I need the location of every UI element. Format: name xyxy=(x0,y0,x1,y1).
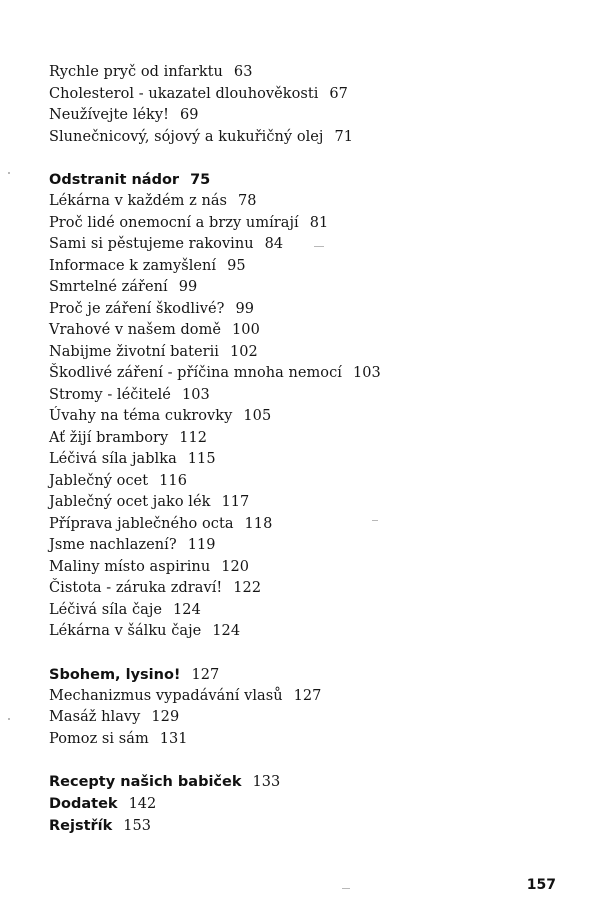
toc-entry xyxy=(49,277,569,299)
toc-entry-page: 84 xyxy=(264,236,284,252)
scan-speck xyxy=(314,246,324,247)
toc-entry xyxy=(49,600,569,622)
toc-entry-title: Proč lidé onemocní a brzy umírají xyxy=(49,214,299,231)
toc-entry-page: 99 xyxy=(178,279,198,295)
toc-entry xyxy=(49,707,569,729)
toc-entry-title: Mechanizmus vypadávání vlasů xyxy=(49,687,283,704)
toc-entry-title: Léčivá síla čaje xyxy=(49,601,163,618)
toc-entry-title: Škodlivé záření - příčina mnoha nemocí xyxy=(49,365,342,381)
toc-section-final xyxy=(49,771,569,837)
toc-chapter-heading xyxy=(49,793,569,815)
toc-section-sbohem-lysino xyxy=(49,664,569,751)
toc-entry-page: 95 xyxy=(227,257,246,274)
toc-entry xyxy=(49,213,569,235)
toc-chapter-title: Sbohem, lysino! xyxy=(49,666,181,683)
toc-entry-title: Pomoz si sám xyxy=(49,730,149,747)
toc-section-continued xyxy=(49,62,569,148)
toc-entry xyxy=(49,256,569,278)
toc-entry xyxy=(49,320,569,342)
toc-entry-page: 112 xyxy=(179,429,208,446)
toc-entry-page: 71 xyxy=(334,128,354,145)
toc-entry-page: 131 xyxy=(159,730,188,747)
toc-chapter-page: 133 xyxy=(252,774,281,790)
toc-entry-page: 105 xyxy=(243,408,272,424)
scan-speck xyxy=(372,520,378,521)
toc-chapter-page: 153 xyxy=(123,818,151,834)
toc-entry-page: 103 xyxy=(181,386,210,403)
toc-entry xyxy=(49,406,569,428)
toc-entry-title: Lékárna v každém z nás xyxy=(49,193,228,209)
toc-entry-page: 103 xyxy=(352,365,381,381)
toc-entry-page: 124 xyxy=(173,601,201,618)
toc-chapter-title: Recepty našich babiček xyxy=(49,774,242,790)
toc-chapter-heading xyxy=(49,815,569,837)
toc-entry-title: Neužívejte léky! xyxy=(49,107,169,123)
scan-speck xyxy=(8,718,10,720)
toc-entry xyxy=(49,191,569,213)
toc-chapter-page: 75 xyxy=(190,172,211,188)
toc-entry-page: 124 xyxy=(212,623,241,639)
toc-chapter-title: Dodatek xyxy=(49,796,118,812)
toc-chapter-title: Odstranit nádor xyxy=(49,172,180,188)
toc-section-odstranit-nador xyxy=(49,169,569,643)
toc-entry-title: Léčivá síla jablka xyxy=(49,451,177,467)
toc-entry-title: Sami si pěstujeme rakovinu xyxy=(49,236,254,252)
toc-entry xyxy=(49,514,569,536)
toc-entry-title: Vrahové v našem domě xyxy=(49,322,222,338)
toc-entry xyxy=(49,299,569,321)
toc-entry-page: 127 xyxy=(293,687,322,704)
toc-entry-page: 67 xyxy=(329,85,348,102)
toc-entry-title: Masáž hlavy xyxy=(49,709,141,725)
toc-chapter-page: 142 xyxy=(128,796,157,812)
toc-entry-page: 100 xyxy=(232,322,260,338)
toc-entry-page: 99 xyxy=(235,300,255,317)
toc-entry-title: Nabijme životní baterii xyxy=(49,343,219,360)
toc-entry-page: 119 xyxy=(187,537,216,553)
table-of-contents xyxy=(49,62,569,837)
toc-entry xyxy=(49,729,569,751)
toc-entry xyxy=(49,342,569,364)
toc-entry-title: Slunečnicový, sójový a kukuřičný olej xyxy=(49,128,324,145)
toc-entry-page: 117 xyxy=(221,494,250,510)
toc-entry-title: Jablečný ocet xyxy=(49,472,149,489)
toc-entry-title: Čistota - záruka zdraví! xyxy=(49,580,223,596)
scan-speck xyxy=(8,172,10,174)
toc-entry xyxy=(49,686,569,708)
toc-entry xyxy=(49,127,569,149)
toc-chapter-heading xyxy=(49,771,569,793)
toc-entry-page: 122 xyxy=(233,580,262,596)
toc-entry-title: Jsme nachlazení? xyxy=(49,537,177,553)
toc-entry xyxy=(49,449,569,471)
toc-entry xyxy=(49,385,569,407)
toc-entry-title: Proč je záření škodlivé? xyxy=(49,300,225,317)
toc-entry-page: 118 xyxy=(244,515,273,532)
toc-chapter-heading xyxy=(49,664,569,686)
toc-entry-page: 116 xyxy=(159,472,187,489)
toc-entry xyxy=(49,84,569,106)
toc-entry xyxy=(49,621,569,643)
toc-entry-page: 102 xyxy=(230,343,258,360)
toc-chapter-page: 127 xyxy=(191,666,220,683)
toc-entry-title: Maliny místo aspirinu xyxy=(49,558,211,575)
toc-entry xyxy=(49,363,569,385)
toc-entry-page: 63 xyxy=(233,64,253,80)
scan-speck xyxy=(342,888,350,889)
page-number: 157 xyxy=(526,877,556,893)
toc-entry-title: Lékárna v šálku čaje xyxy=(49,623,202,639)
toc-entry-page: 78 xyxy=(238,193,257,209)
toc-chapter-title: Rejstřík xyxy=(49,818,113,834)
toc-entry-title: Informace k zamyšlení xyxy=(49,257,217,274)
toc-entry-title: Úvahy na téma cukrovky xyxy=(49,408,233,424)
toc-entry-page: 129 xyxy=(151,709,180,725)
toc-entry-title: Stromy - léčitelé xyxy=(49,386,171,403)
toc-entry xyxy=(49,578,569,600)
toc-entry-page: 81 xyxy=(309,214,329,231)
toc-entry-title: Cholesterol - ukazatel dlouhověkosti xyxy=(49,85,319,102)
toc-entry-page: 69 xyxy=(180,107,199,123)
toc-entry xyxy=(49,62,569,84)
toc-entry-page: 120 xyxy=(221,558,250,575)
toc-entry-page: 115 xyxy=(187,451,216,467)
toc-chapter-heading xyxy=(49,169,569,191)
toc-entry-title: Rychle pryč od infarktu xyxy=(49,64,223,80)
toc-entry xyxy=(49,557,569,579)
toc-entry xyxy=(49,428,569,450)
toc-entry xyxy=(49,535,569,557)
toc-entry-title: Jablečný ocet jako lék xyxy=(49,494,211,510)
toc-entry-title: Ať žijí brambory xyxy=(49,429,169,446)
toc-entry xyxy=(49,105,569,127)
toc-entry xyxy=(49,492,569,514)
toc-entry-title: Příprava jablečného octa xyxy=(49,515,234,532)
toc-entry xyxy=(49,234,569,256)
toc-entry xyxy=(49,471,569,493)
toc-entry-title: Smrtelné záření xyxy=(49,279,168,295)
